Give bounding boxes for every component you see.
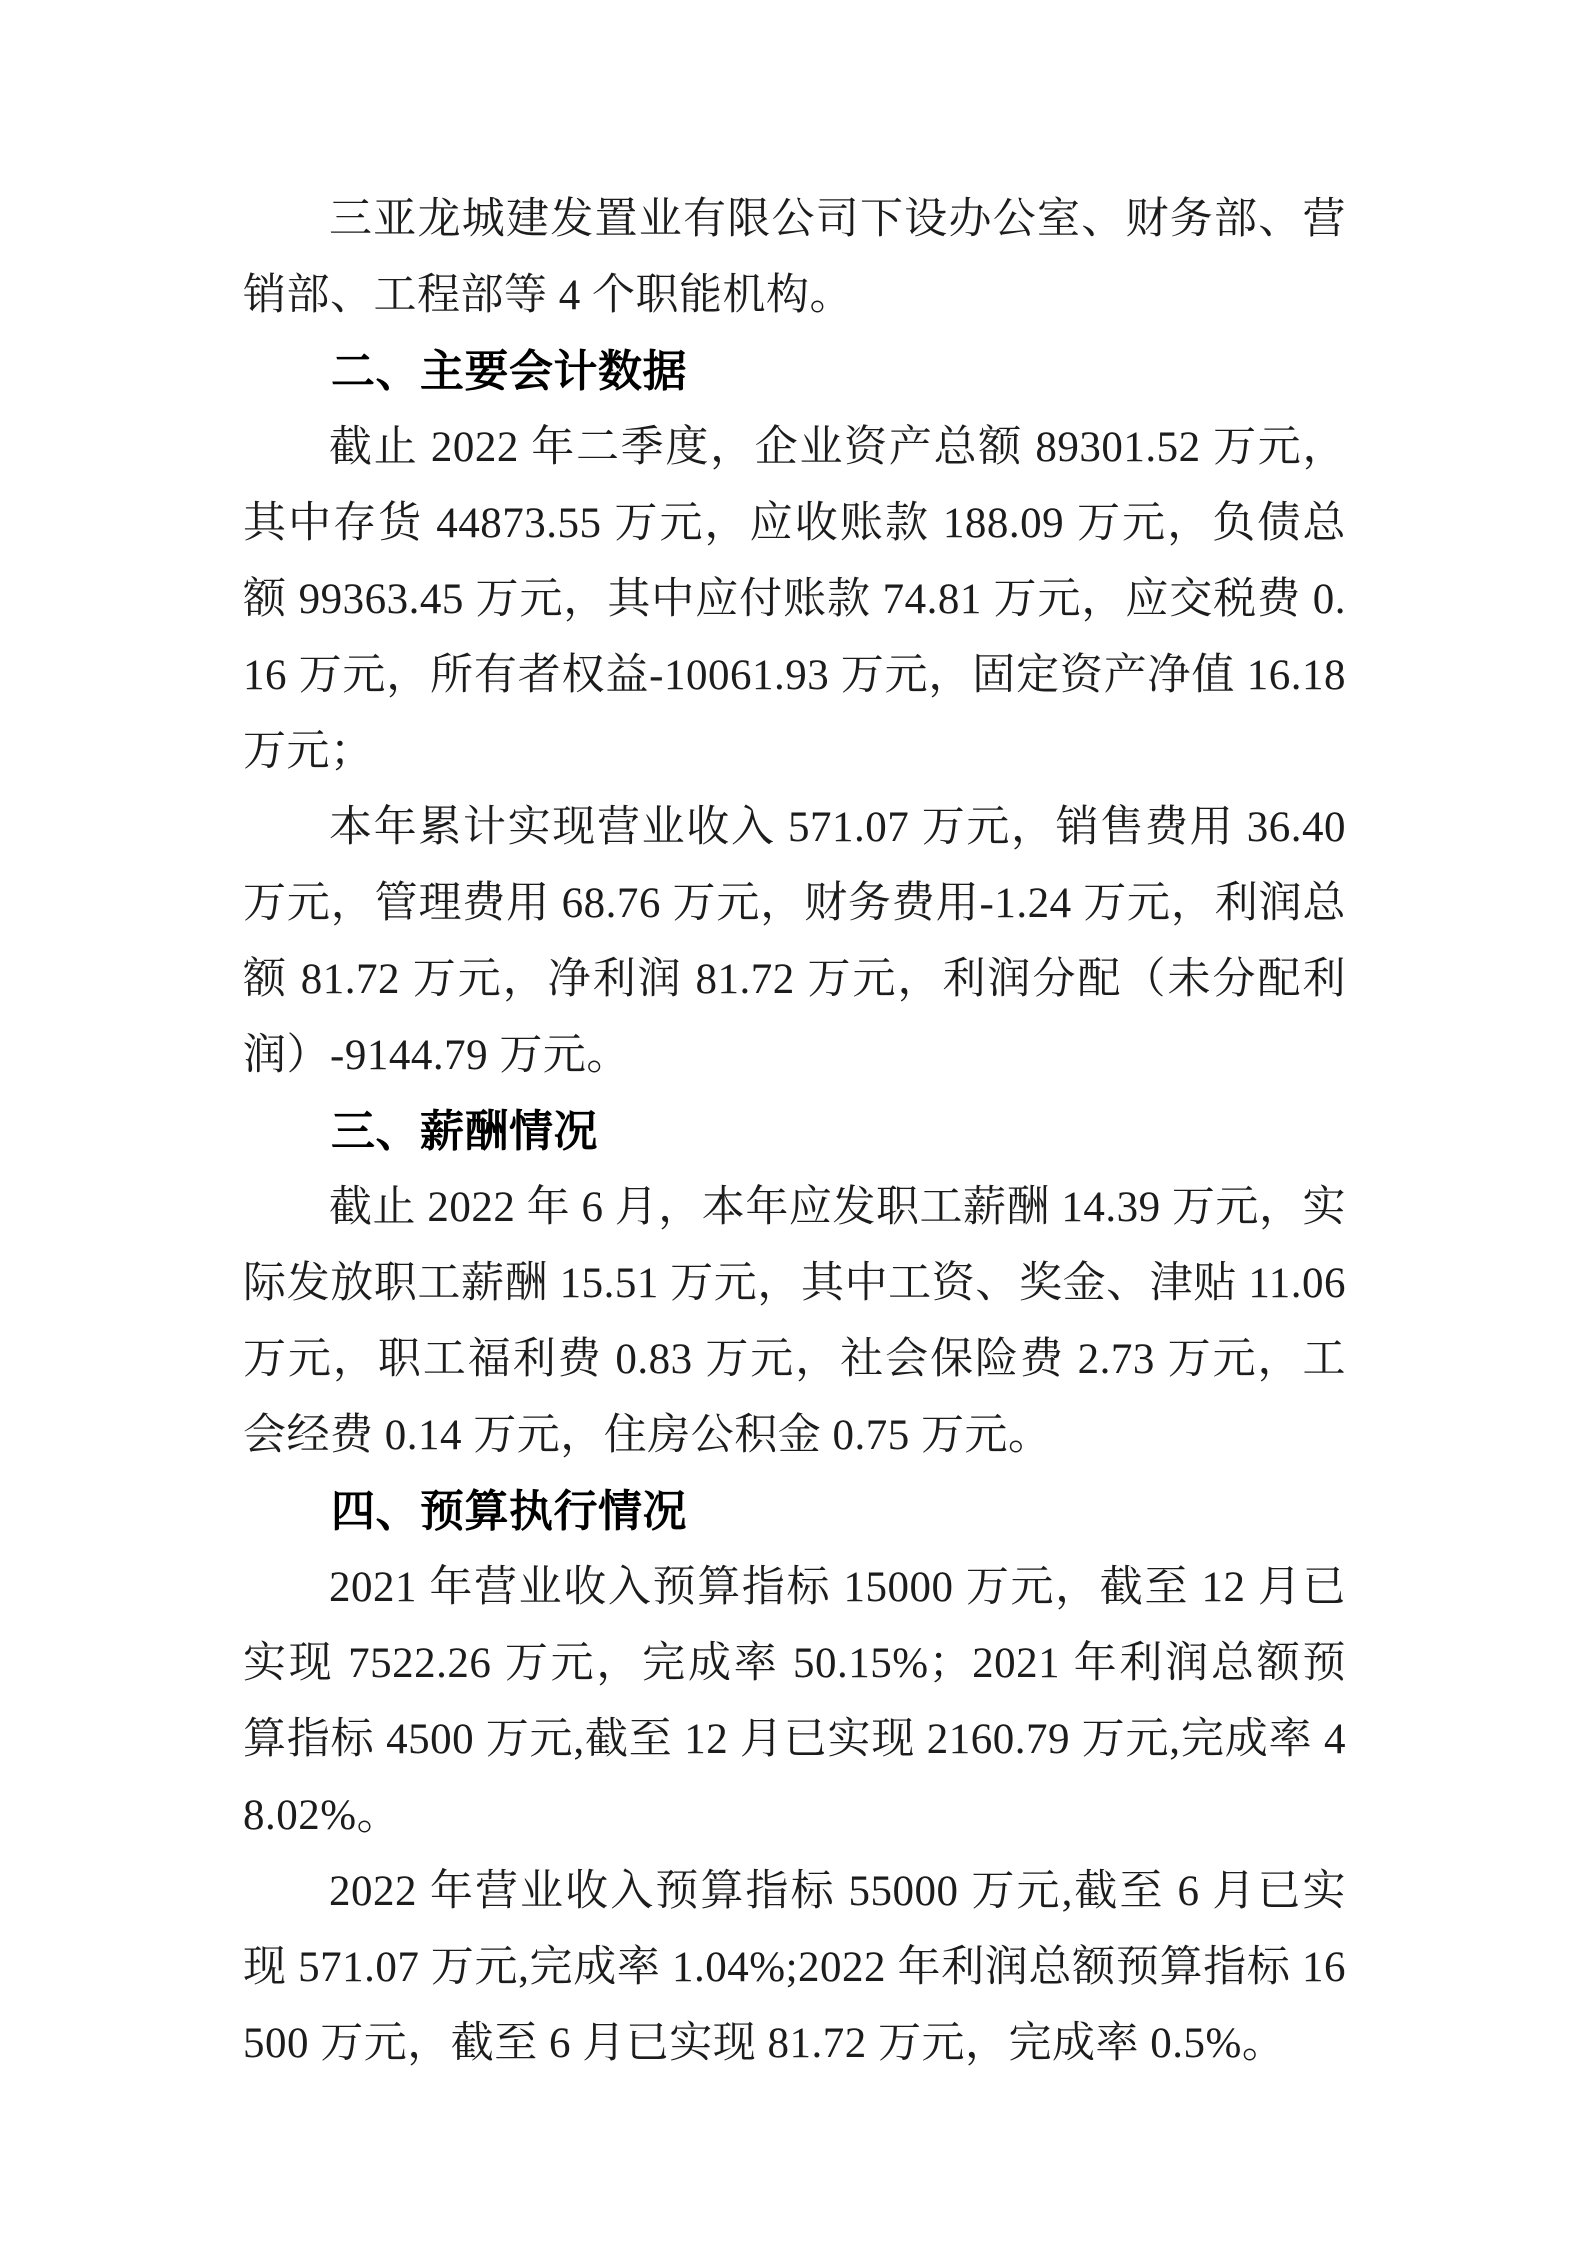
- paragraph-budget-2021: 2021 年营业收入预算指标 15000 万元，截至 12 月已实现 7522.26 万元，完成率 50.15%；2021 年利润总额预算指标 4500 万元,截至 12 月已实现 2160.79 万元,完成率 48.02%。: [243, 1564, 1346, 1839]
- paragraph-balance-sheet: 截止 2022 年二季度，企业资产总额 89301.52 万元，其中存货 44873.55 万元，应收账款 188.09 万元，负债总额 99363.45 万元，其中应付账款 74.81 万元，应交税费 0.16 万元，所有者权益-10061.93 万元，固定资产净值 16.18 万元；: [243, 424, 1346, 775]
- paragraph-compensation-details: 截止 2022 年 6 月，本年应发职工薪酬 14.39 万元，实际发放职工薪酬 15.51 万元，其中工资、奖金、津贴 11.06 万元，职工福利费 0.83 万元，社会保险费 2.73 万元，工会经费 0.14 万元，住房公积金 0.75 万元。: [243, 1184, 1346, 1459]
- section-heading-compensation: 三、薪酬情况: [331, 1107, 598, 1156]
- paragraph-budget-2022: 2022 年营业收入预算指标 55000 万元,截至 6 月已实现 571.07 万元,完成率 1.04%;2022 年利润总额预算指标 16500 万元，截至 6 月已实现 81.72 万元，完成率 0.5%。: [243, 1868, 1346, 2067]
- paragraph-income-statement: 本年累计实现营业收入 571.07 万元，销售费用 36.40 万元，管理费用 68.76 万元，财务费用-1.24 万元，利润总额 81.72 万元，净利润 81.72 万元，利润分配（未分配利润）-9144.79 万元。: [243, 804, 1346, 1079]
- section-heading-accounting-data: 二、主要会计数据: [331, 347, 687, 396]
- section-heading-budget-execution: 四、预算执行情况: [331, 1487, 687, 1536]
- paragraph-org-structure: 三亚龙城建发置业有限公司下设办公室、财务部、营销部、工程部等 4 个职能机构。: [243, 196, 1346, 319]
- document-text-area: [243, 182, 1346, 2082]
